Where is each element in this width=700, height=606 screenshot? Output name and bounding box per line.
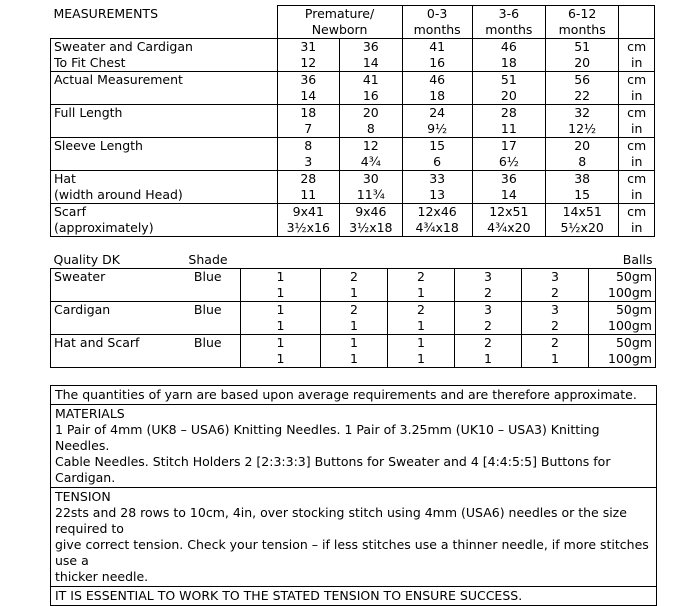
unit-cell bbox=[619, 138, 655, 171]
unit-cell bbox=[619, 204, 655, 237]
yarn-balls bbox=[589, 269, 656, 302]
yarn-item bbox=[51, 269, 176, 302]
cell-line: 1 bbox=[276, 351, 285, 366]
measurement-label bbox=[51, 39, 278, 72]
cell-line: 2 bbox=[350, 269, 358, 284]
cell-line: 36 bbox=[300, 72, 317, 87]
cell-line: 1 bbox=[350, 351, 358, 366]
cell-line: 2 bbox=[417, 269, 425, 284]
cell-line: 51 bbox=[574, 39, 591, 54]
measurement-value bbox=[472, 105, 545, 138]
materials-text: 1 Pair of 4mm (UK8 – USA6) Knitting Needles. 1 Pair of 3.25mm (UK10 – USA3) Knitting Needles. bbox=[55, 422, 600, 453]
measurement-value bbox=[546, 138, 619, 171]
cell-line bbox=[54, 351, 173, 367]
cell-line: 14 bbox=[362, 55, 379, 70]
measurement-value bbox=[277, 39, 340, 72]
measurement-value bbox=[277, 138, 340, 171]
yarn-item bbox=[51, 302, 176, 335]
cell-line: 3 bbox=[484, 302, 492, 317]
cell-line: 56 bbox=[574, 72, 591, 87]
cell-line: 1 bbox=[276, 302, 285, 317]
cell-line: 16 bbox=[429, 55, 446, 70]
measurement-value bbox=[340, 138, 403, 171]
cell-line: in bbox=[630, 121, 643, 136]
cell-line: 3 bbox=[551, 269, 559, 284]
measurement-value bbox=[546, 171, 619, 204]
cell-line: 2 bbox=[484, 335, 492, 350]
cell-line: Scarf bbox=[54, 204, 87, 219]
measurement-value bbox=[340, 72, 403, 105]
cell-line: 20 bbox=[362, 105, 379, 120]
measurement-label bbox=[51, 72, 278, 105]
cell-line: cm bbox=[627, 171, 647, 186]
measurement-row bbox=[51, 105, 655, 138]
cell-line: 3 bbox=[551, 302, 559, 317]
size-header-line: months bbox=[485, 22, 533, 37]
yarn-quantity bbox=[388, 302, 455, 335]
measurement-value bbox=[472, 72, 545, 105]
cell-line: 12x46 bbox=[417, 204, 457, 219]
yarn-balls bbox=[589, 302, 656, 335]
cell-line: 31 bbox=[300, 39, 317, 54]
cell-line: (width around Head) bbox=[54, 187, 183, 202]
cell-line: Blue bbox=[193, 269, 222, 284]
measurement-row bbox=[51, 204, 655, 237]
quality-label: Quality DK bbox=[53, 252, 120, 267]
cell-line: Sweater bbox=[54, 269, 106, 284]
cell-line: 28 bbox=[500, 105, 517, 120]
cell-line: 46 bbox=[429, 72, 446, 87]
cell-line: 3 bbox=[484, 269, 492, 284]
measurement-value bbox=[546, 105, 619, 138]
cell-line: in bbox=[630, 55, 643, 70]
cell-line bbox=[54, 285, 173, 301]
cell-line: 46 bbox=[500, 39, 517, 54]
yarn-quantity bbox=[321, 302, 388, 335]
size-header-line: 3-6 bbox=[498, 6, 520, 21]
measurement-value bbox=[402, 72, 472, 105]
cell-line: 2 bbox=[551, 318, 559, 333]
unit-cell bbox=[619, 105, 655, 138]
notes-box bbox=[50, 385, 657, 606]
cell-line: 15 bbox=[574, 187, 591, 202]
measurement-value bbox=[402, 204, 472, 237]
cell-line: Sweater and Cardigan bbox=[54, 39, 193, 54]
cell-line: 1 bbox=[417, 318, 425, 333]
cell-line: Sleeve Length bbox=[54, 138, 143, 153]
measurement-value bbox=[472, 171, 545, 204]
cell-line: 18 bbox=[300, 105, 317, 120]
size-header-line: Premature/ bbox=[304, 6, 375, 21]
measurement-value bbox=[340, 171, 403, 204]
cell-line: Full Length bbox=[54, 105, 123, 120]
cell-line: To Fit Chest bbox=[54, 55, 126, 70]
cell-line: Hat and Scarf bbox=[54, 335, 140, 350]
tension-section bbox=[51, 488, 656, 587]
cell-line: 2 bbox=[484, 285, 492, 300]
shade-label: Shade bbox=[188, 252, 228, 267]
measurement-value bbox=[277, 204, 340, 237]
cell-line: 14 bbox=[300, 88, 317, 103]
cell-line: 41 bbox=[362, 72, 379, 87]
cell-line: 11 bbox=[500, 121, 517, 136]
measurement-row bbox=[51, 138, 655, 171]
cell-line bbox=[179, 351, 238, 367]
cell-line: 50gm bbox=[615, 302, 652, 317]
materials-section bbox=[51, 405, 656, 488]
cell-line: 1 bbox=[417, 285, 425, 300]
yarn-row bbox=[51, 302, 656, 335]
measurements-table bbox=[50, 5, 655, 237]
tension-text: 22sts and 28 rows to 10cm, 4in, over stocking stitch using 4mm (USA6) needles or the size required to bbox=[55, 505, 627, 536]
cell-line: 7 bbox=[304, 121, 313, 136]
measurement-value bbox=[277, 72, 340, 105]
cell-line: in bbox=[630, 220, 643, 235]
cell-line: 1 bbox=[350, 335, 358, 350]
unit-cell bbox=[619, 39, 655, 72]
cell-line: 4¾ bbox=[360, 154, 381, 169]
cell-line: 41 bbox=[429, 39, 446, 54]
cell-line: 33 bbox=[429, 171, 446, 186]
cell-line: 36 bbox=[500, 171, 517, 186]
measurement-row bbox=[51, 39, 655, 72]
cell-line: 2 bbox=[417, 302, 425, 317]
yarn-quantity bbox=[241, 269, 321, 302]
yarn-header-row bbox=[51, 252, 656, 269]
cell-line: 100gm bbox=[608, 285, 652, 300]
cell-line: 11¾ bbox=[356, 187, 385, 202]
cell-line: 2 bbox=[551, 285, 559, 300]
tension-heading: TENSION bbox=[55, 489, 111, 504]
cell-line: 9x46 bbox=[355, 204, 387, 219]
cell-line: in bbox=[630, 154, 643, 169]
tension-text: give correct tension. Check your tension – if less stitches use a thinner needle, if more stitches use a bbox=[55, 537, 649, 568]
cell-line bbox=[54, 121, 274, 137]
cell-line: 100gm bbox=[608, 318, 652, 333]
cell-line: 24 bbox=[429, 105, 446, 120]
cell-line: 3½x18 bbox=[349, 220, 393, 235]
cell-line: 9½ bbox=[427, 121, 448, 136]
cell-line: 100gm bbox=[608, 351, 652, 366]
cell-line: 1 bbox=[417, 351, 425, 366]
yarn-quantity bbox=[321, 335, 388, 368]
measurement-label bbox=[51, 171, 278, 204]
measurement-value bbox=[472, 39, 545, 72]
cell-line: 9x41 bbox=[292, 204, 324, 219]
cell-line: 6½ bbox=[498, 154, 519, 169]
essential-text: IT IS ESSENTIAL TO WORK TO THE STATED TENSION TO ENSURE SUCCESS. bbox=[55, 588, 523, 603]
cell-line: 1 bbox=[350, 285, 358, 300]
yarn-quantity bbox=[455, 269, 522, 302]
measurement-value bbox=[277, 171, 340, 204]
cell-line: 1 bbox=[276, 269, 285, 284]
cell-line: 1 bbox=[276, 335, 285, 350]
cell-line: cm bbox=[627, 72, 647, 87]
measurement-value bbox=[472, 204, 545, 237]
measurement-label bbox=[51, 138, 278, 171]
yarn-quantity bbox=[522, 302, 589, 335]
cell-line: 50gm bbox=[615, 335, 652, 350]
yarn-quantity bbox=[522, 269, 589, 302]
cell-line: 18 bbox=[429, 88, 446, 103]
measurement-row bbox=[51, 72, 655, 105]
cell-line bbox=[54, 154, 274, 170]
cell-line: 12 bbox=[362, 138, 379, 153]
yarn-item bbox=[51, 335, 176, 368]
cell-line: in bbox=[630, 187, 643, 202]
cell-line: 1 bbox=[551, 351, 559, 366]
cell-line: 17 bbox=[500, 138, 517, 153]
unit-header-empty bbox=[619, 6, 655, 39]
yarn-balls bbox=[589, 335, 656, 368]
cell-line: in bbox=[630, 88, 643, 103]
cell-line: 16 bbox=[362, 88, 379, 103]
cell-line: 20 bbox=[574, 55, 591, 70]
cell-line: 3½x16 bbox=[286, 220, 330, 235]
cell-line: 8 bbox=[366, 121, 375, 136]
cell-line: 14 bbox=[500, 187, 517, 202]
yarn-quantity bbox=[522, 335, 589, 368]
measurement-value bbox=[546, 204, 619, 237]
cell-line: (approximately) bbox=[54, 220, 154, 235]
size-header-line: Newborn bbox=[311, 22, 368, 37]
cell-line bbox=[54, 88, 274, 104]
size-3-6-header bbox=[472, 6, 545, 39]
size-0-3-header bbox=[402, 6, 472, 39]
cell-line: 8 bbox=[578, 154, 587, 169]
cell-line: 3 bbox=[304, 154, 313, 169]
yarn-quantity bbox=[241, 335, 321, 368]
cell-line: cm bbox=[627, 105, 647, 120]
cell-line: 22 bbox=[574, 88, 591, 103]
cell-line: 1 bbox=[350, 318, 358, 333]
quantities-text: The quantities of yarn are based upon average requirements and are therefore approximate. bbox=[55, 387, 637, 402]
size-header-line: 6-12 bbox=[567, 6, 597, 21]
cell-line: 4¾x20 bbox=[487, 220, 531, 235]
measurement-value bbox=[472, 138, 545, 171]
yarn-quantity bbox=[455, 335, 522, 368]
measurement-label bbox=[51, 204, 278, 237]
cell-line: cm bbox=[627, 204, 647, 219]
cell-line: 12x51 bbox=[489, 204, 529, 219]
cell-line: 30 bbox=[362, 171, 379, 186]
measurement-row bbox=[51, 171, 655, 204]
measurement-value bbox=[277, 105, 340, 138]
cell-line: 13 bbox=[429, 187, 446, 202]
cell-line: 18 bbox=[500, 55, 517, 70]
cell-line: 8 bbox=[304, 138, 313, 153]
cell-line: cm bbox=[627, 138, 647, 153]
cell-line: cm bbox=[627, 39, 647, 54]
yarn-quantity bbox=[388, 269, 455, 302]
cell-line: 15 bbox=[429, 138, 446, 153]
measurement-value bbox=[402, 138, 472, 171]
measurement-value bbox=[402, 171, 472, 204]
cell-line: 6 bbox=[433, 154, 442, 169]
measurement-value bbox=[546, 72, 619, 105]
cell-line: 4¾x18 bbox=[415, 220, 459, 235]
size-header-line: 0-3 bbox=[426, 6, 448, 21]
yarn-shade bbox=[176, 302, 241, 335]
cell-line: 2 bbox=[350, 302, 358, 317]
cell-line: Actual Measurement bbox=[54, 72, 183, 87]
unit-cell bbox=[619, 171, 655, 204]
cell-line: 1 bbox=[484, 351, 492, 366]
measurement-value bbox=[546, 39, 619, 72]
cell-line: 38 bbox=[574, 171, 591, 186]
cell-line: 2 bbox=[551, 335, 559, 350]
measurement-label bbox=[51, 105, 278, 138]
cell-line: 11 bbox=[300, 187, 317, 202]
cell-line: 32 bbox=[574, 105, 591, 120]
yarn-row bbox=[51, 335, 656, 368]
cell-line: 14x51 bbox=[562, 204, 602, 219]
measurement-value bbox=[340, 39, 403, 72]
materials-text: Cable Needles. Stitch Holders 2 [2:3:3:3] Buttons for Sweater and 4 [4:4:5:5] Buttons for Cardigan. bbox=[55, 454, 611, 485]
unit-cell bbox=[619, 72, 655, 105]
cell-line: 1 bbox=[417, 335, 425, 350]
cell-line: Hat bbox=[54, 171, 76, 186]
cell-line: 12½ bbox=[568, 121, 597, 136]
size-premature-header bbox=[277, 6, 402, 39]
cell-line: 5½x20 bbox=[560, 220, 604, 235]
cell-line: 20 bbox=[500, 88, 517, 103]
quantities-note bbox=[51, 386, 656, 405]
yarn-shade bbox=[176, 269, 241, 302]
essential-note bbox=[51, 587, 656, 605]
tension-text: thicker needle. bbox=[55, 569, 149, 584]
cell-line: 1 bbox=[276, 318, 285, 333]
cell-line: 50gm bbox=[615, 269, 652, 284]
cell-line: 2 bbox=[484, 318, 492, 333]
yarn-quantity bbox=[241, 302, 321, 335]
balls-label: Balls bbox=[622, 252, 653, 267]
materials-heading: MATERIALS bbox=[55, 406, 125, 421]
cell-line bbox=[179, 285, 238, 301]
measurement-value bbox=[402, 39, 472, 72]
measurements-heading: MEASUREMENTS bbox=[51, 6, 278, 39]
yarn-shade bbox=[176, 335, 241, 368]
measurement-value bbox=[340, 105, 403, 138]
measurements-header-row bbox=[51, 6, 655, 39]
yarn-quantity bbox=[455, 302, 522, 335]
cell-line: Blue bbox=[193, 335, 222, 350]
yarn-table bbox=[50, 252, 656, 368]
size-header-line: months bbox=[413, 22, 461, 37]
cell-line: 12 bbox=[300, 55, 317, 70]
cell-line bbox=[54, 318, 173, 334]
size-header-line: months bbox=[558, 22, 606, 37]
cell-line: 20 bbox=[574, 138, 591, 153]
measurement-value bbox=[340, 204, 403, 237]
cell-line: 36 bbox=[362, 39, 379, 54]
yarn-quantity bbox=[321, 269, 388, 302]
cell-line: 51 bbox=[500, 72, 517, 87]
measurement-value bbox=[402, 105, 472, 138]
yarn-quantity bbox=[388, 335, 455, 368]
yarn-row bbox=[51, 269, 656, 302]
cell-line: Cardigan bbox=[54, 302, 111, 317]
cell-line: 1 bbox=[276, 285, 285, 300]
cell-line: 28 bbox=[300, 171, 317, 186]
cell-line bbox=[179, 318, 238, 334]
size-6-12-header bbox=[546, 6, 619, 39]
cell-line: Blue bbox=[193, 302, 222, 317]
